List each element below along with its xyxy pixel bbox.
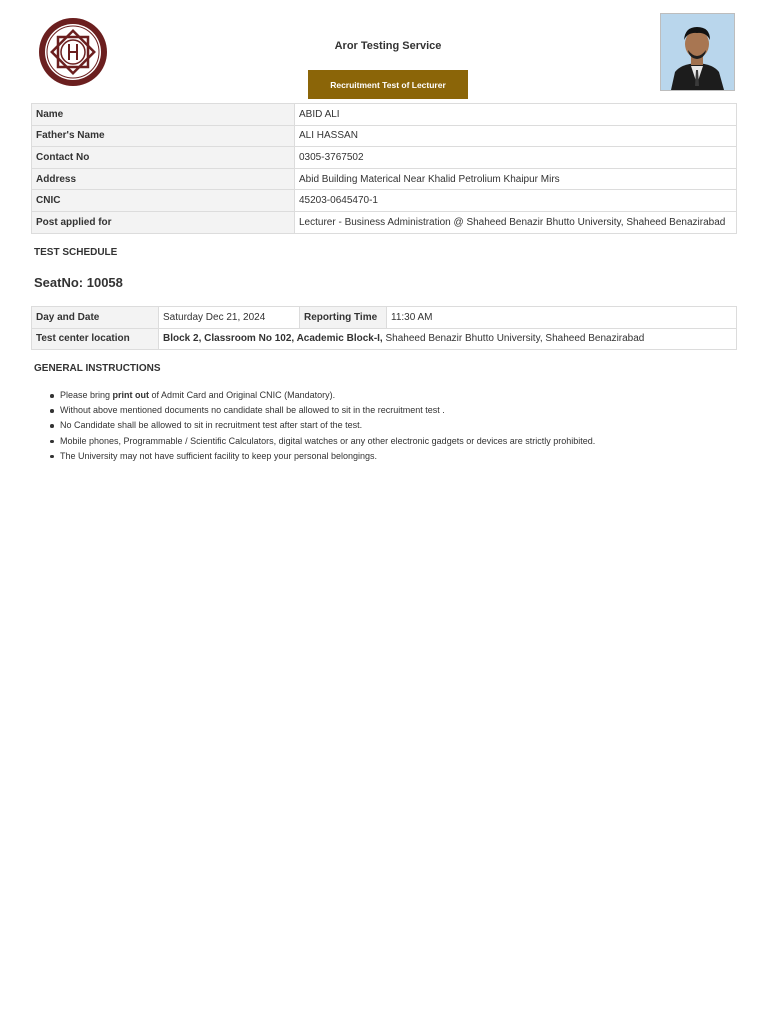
list-item: Mobile phones, Programmable / Scientific Calculators, digital watches or any other electronic gadgets or devices are strictly prohibited.	[60, 434, 595, 449]
post-value: Lecturer - Business Administration @ Shaheed Benazir Bhutto University, Shaheed Benazirabad	[295, 211, 737, 233]
reporting-label: Reporting Time	[300, 307, 387, 329]
table-row	[32, 125, 737, 147]
table-row	[32, 190, 737, 212]
address-label: Address	[32, 168, 295, 190]
instruction-1-bold: print out	[112, 390, 150, 400]
general-instructions-heading: GENERAL INSTRUCTIONS	[34, 363, 161, 374]
table-row	[32, 211, 737, 233]
cnic-label: CNIC	[32, 190, 295, 212]
father-name-value: ALI HASSAN	[295, 125, 737, 147]
list-item: Without above mentioned documents no candidate shall be allowed to sit in the recruitment test .	[60, 403, 595, 418]
candidate-info-table	[31, 103, 737, 234]
candidate-photo	[660, 13, 735, 91]
table-row	[32, 147, 737, 169]
table-row	[32, 104, 737, 126]
university-seal-icon	[38, 16, 108, 88]
test-schedule-heading: TEST SCHEDULE	[34, 247, 118, 258]
list-item: The University may not have sufficient facility to keep your personal belongings.	[60, 449, 595, 464]
table-row	[32, 307, 737, 329]
day-value: Saturday Dec 21, 2024	[159, 307, 300, 329]
center-value	[159, 328, 737, 350]
table-row	[32, 168, 737, 190]
list-item	[60, 388, 595, 403]
instruction-1-post: of Admit Card and Original CNIC (Mandatory).	[149, 390, 336, 400]
father-name-label: Father's Name	[32, 125, 295, 147]
cnic-value: 45203-0645470-1	[295, 190, 737, 212]
contact-label: Contact No	[32, 147, 295, 169]
seat-number: SeatNo: 10058	[34, 275, 123, 290]
table-row	[32, 328, 737, 350]
list-item: No Candidate shall be allowed to sit in recruitment test after start of the test.	[60, 418, 595, 433]
contact-value: 0305-3767502	[295, 147, 737, 169]
organization-name: Aror Testing Service	[334, 40, 442, 52]
center-university: Shaheed Benazir Bhutto University, Shaheed Benazirabad	[382, 333, 645, 345]
schedule-table	[31, 306, 737, 350]
day-label: Day and Date	[32, 307, 159, 329]
instructions-list	[34, 388, 595, 464]
test-title-banner: Recruitment Test of Lecturer	[308, 70, 468, 99]
post-label: Post applied for	[32, 211, 295, 233]
center-block: Block 2, Classroom No 102, Academic Block-I,	[163, 333, 383, 345]
name-label: Name	[32, 104, 295, 126]
address-value: Abid Building Materical Near Khalid Petrolium Khaipur Mirs	[295, 168, 737, 190]
center-label: Test center location	[32, 328, 159, 350]
instruction-1-pre: Please bring	[60, 390, 113, 400]
name-value: ABID ALI	[295, 104, 737, 126]
reporting-value: 11:30 AM	[387, 307, 737, 329]
